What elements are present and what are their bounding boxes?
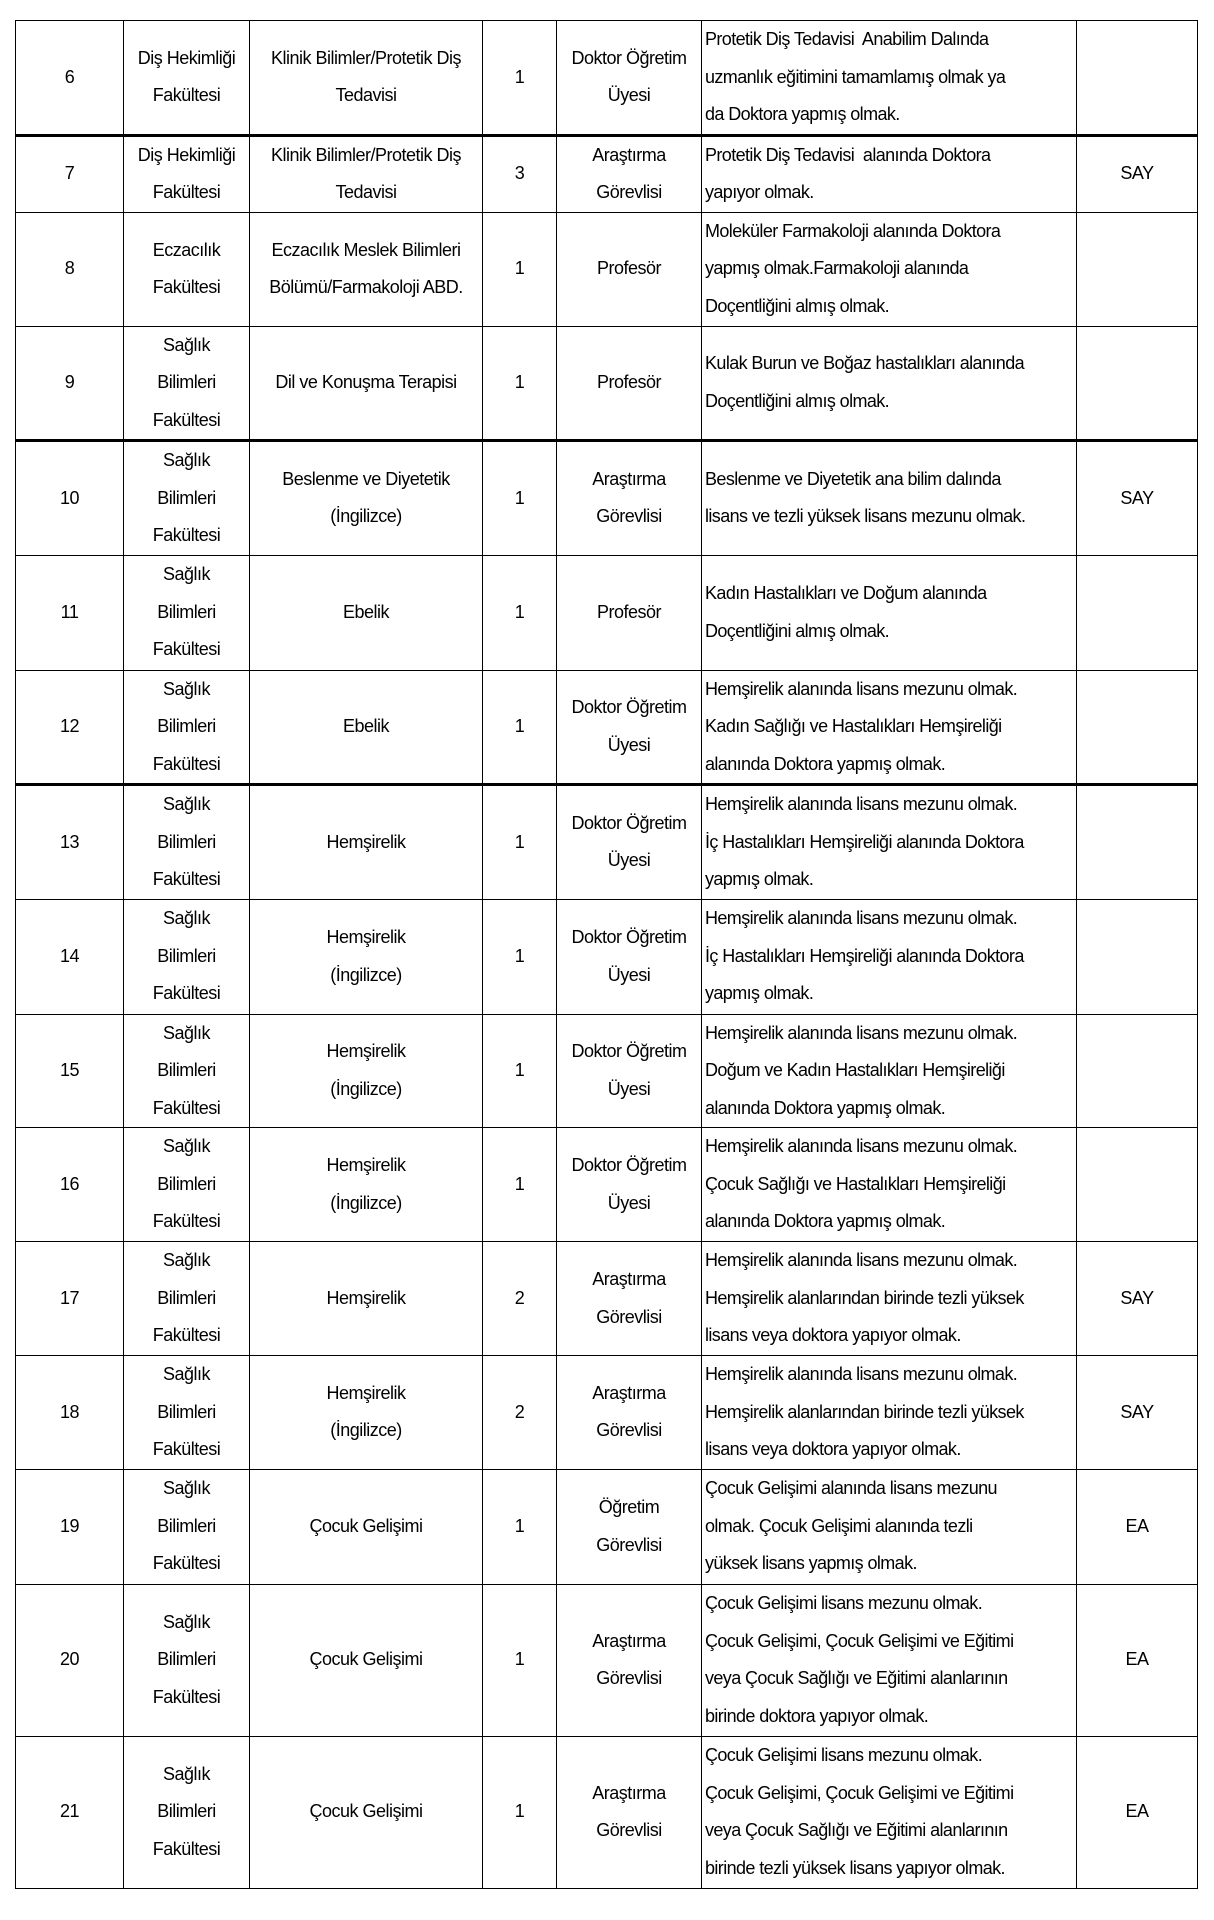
faculty-cell: Sağlık Bilimleri Fakültesi [124, 1469, 250, 1584]
exam-type-cell: SAY [1077, 441, 1198, 556]
position-count-cell: 1 [483, 441, 557, 556]
requirement-cell: Çocuk Gelişimi alanında lisans mezunu olmak. Çocuk Gelişimi alanında tezli yüksek lisans yapmış olmak. [702, 1469, 1077, 1584]
requirement-cell: Protetik Diş Tedavisi Anabilim Dalında uzmanlık eğitimini tamamlamış olmak ya da Doktora yapmış olmak. [702, 21, 1077, 136]
department-cell: Eczacılık Meslek Bilimleri Bölümü/Farmakoloji ABD. [250, 212, 483, 326]
requirement-cell: Kadın Hastalıkları ve Doğum alanında Doçentliğini almış olmak. [702, 555, 1077, 670]
position-count-cell: 2 [483, 1242, 557, 1356]
position-count-cell: 3 [483, 135, 557, 212]
row-number: 6 [16, 21, 124, 136]
row-number: 9 [16, 326, 124, 441]
table-row [16, 441, 1198, 556]
exam-type-cell [1077, 899, 1198, 1014]
department-cell: Hemşirelik (İngilizce) [250, 1356, 483, 1470]
position-count-cell: 1 [483, 670, 557, 785]
row-number: 11 [16, 555, 124, 670]
table-row [16, 21, 1198, 136]
positions-table [15, 20, 1198, 1889]
faculty-cell: Sağlık Bilimleri Fakültesi [124, 899, 250, 1014]
faculty-cell: Sağlık Bilimleri Fakültesi [124, 1356, 250, 1470]
department-cell: Çocuk Gelişimi [250, 1736, 483, 1888]
academic-title-cell: Araştırma Görevlisi [557, 441, 702, 556]
table-row [16, 135, 1198, 212]
row-number: 17 [16, 1242, 124, 1356]
department-cell: Ebelik [250, 670, 483, 785]
department-cell: Hemşirelik [250, 1242, 483, 1356]
table-row [16, 1014, 1198, 1128]
department-cell: Hemşirelik (İngilizce) [250, 1128, 483, 1242]
exam-type-cell [1077, 555, 1198, 670]
row-number: 16 [16, 1128, 124, 1242]
position-count-cell: 2 [483, 1356, 557, 1470]
position-count-cell: 1 [483, 1584, 557, 1736]
requirement-cell: Çocuk Gelişimi lisans mezunu olmak. Çocuk Gelişimi, Çocuk Gelişimi ve Eğitimi veya Çocuk Sağlığı ve Eğitimi alanlarının birinde doktora yapıyor olmak. [702, 1584, 1077, 1736]
position-count-cell: 1 [483, 1736, 557, 1888]
requirement-cell: Hemşirelik alanında lisans mezunu olmak. Doğum ve Kadın Hastalıkları Hemşireliği alanında Doktora yapmış olmak. [702, 1014, 1077, 1128]
row-number: 18 [16, 1356, 124, 1470]
position-count-cell: 1 [483, 1014, 557, 1128]
department-cell: Hemşirelik [250, 785, 483, 900]
department-cell: Klinik Bilimler/Protetik Diş Tedavisi [250, 135, 483, 212]
academic-title-cell: Doktor Öğretim Üyesi [557, 21, 702, 136]
requirement-cell: Hemşirelik alanında lisans mezunu olmak. Hemşirelik alanlarından birinde tezli yüksek lisans veya doktora yapıyor olmak. [702, 1242, 1077, 1356]
row-number: 21 [16, 1736, 124, 1888]
requirement-cell: Beslenme ve Diyetetik ana bilim dalında lisans ve tezli yüksek lisans mezunu olmak. [702, 441, 1077, 556]
academic-title-cell: Araştırma Görevlisi [557, 1242, 702, 1356]
academic-title-cell: Doktor Öğretim Üyesi [557, 785, 702, 900]
table-row [16, 899, 1198, 1014]
faculty-cell: Sağlık Bilimleri Fakültesi [124, 1736, 250, 1888]
faculty-cell: Sağlık Bilimleri Fakültesi [124, 1584, 250, 1736]
table-row [16, 670, 1198, 785]
row-number: 20 [16, 1584, 124, 1736]
faculty-cell: Eczacılık Fakültesi [124, 212, 250, 326]
academic-title-cell: Profesör [557, 326, 702, 441]
requirement-cell: Kulak Burun ve Boğaz hastalıkları alanında Doçentliğini almış olmak. [702, 326, 1077, 441]
table-row [16, 785, 1198, 900]
row-number: 15 [16, 1014, 124, 1128]
table-row [16, 1128, 1198, 1242]
department-cell: Beslenme ve Diyetetik (İngilizce) [250, 441, 483, 556]
position-count-cell: 1 [483, 326, 557, 441]
academic-title-cell: Profesör [557, 212, 702, 326]
requirement-cell: Hemşirelik alanında lisans mezunu olmak. Kadın Sağlığı ve Hastalıkları Hemşireliği alanında Doktora yapmış olmak. [702, 670, 1077, 785]
exam-type-cell: SAY [1077, 135, 1198, 212]
department-cell: Ebelik [250, 555, 483, 670]
position-count-cell: 1 [483, 899, 557, 1014]
department-cell: Klinik Bilimler/Protetik Diş Tedavisi [250, 21, 483, 136]
row-number: 13 [16, 785, 124, 900]
table-row [16, 1469, 1198, 1584]
requirement-cell: Protetik Diş Tedavisi alanında Doktora yapıyor olmak. [702, 135, 1077, 212]
exam-type-cell [1077, 1014, 1198, 1128]
row-number: 19 [16, 1469, 124, 1584]
department-cell: Dil ve Konuşma Terapisi [250, 326, 483, 441]
faculty-cell: Diş Hekimliği Fakültesi [124, 135, 250, 212]
row-number: 14 [16, 899, 124, 1014]
faculty-cell: Sağlık Bilimleri Fakültesi [124, 670, 250, 785]
table-row [16, 212, 1198, 326]
row-number: 10 [16, 441, 124, 556]
exam-type-cell [1077, 326, 1198, 441]
position-count-cell: 1 [483, 1469, 557, 1584]
requirement-cell: Hemşirelik alanında lisans mezunu olmak. Çocuk Sağlığı ve Hastalıkları Hemşireliği alanında Doktora yapmış olmak. [702, 1128, 1077, 1242]
exam-type-cell: SAY [1077, 1242, 1198, 1356]
exam-type-cell [1077, 785, 1198, 900]
faculty-cell: Sağlık Bilimleri Fakültesi [124, 1128, 250, 1242]
position-count-cell: 1 [483, 785, 557, 900]
academic-title-cell: Araştırma Görevlisi [557, 135, 702, 212]
academic-title-cell: Profesör [557, 555, 702, 670]
exam-type-cell [1077, 670, 1198, 785]
department-cell: Çocuk Gelişimi [250, 1584, 483, 1736]
exam-type-cell [1077, 1128, 1198, 1242]
academic-title-cell: Araştırma Görevlisi [557, 1356, 702, 1470]
exam-type-cell: EA [1077, 1469, 1198, 1584]
academic-title-cell: Araştırma Görevlisi [557, 1736, 702, 1888]
row-number: 12 [16, 670, 124, 785]
exam-type-cell: SAY [1077, 1356, 1198, 1470]
requirement-cell: Moleküler Farmakoloji alanında Doktora yapmış olmak.Farmakoloji alanında Doçentliğini almış olmak. [702, 212, 1077, 326]
faculty-cell: Sağlık Bilimleri Fakültesi [124, 1014, 250, 1128]
academic-title-cell: Araştırma Görevlisi [557, 1584, 702, 1736]
row-number: 7 [16, 135, 124, 212]
faculty-cell: Sağlık Bilimleri Fakültesi [124, 555, 250, 670]
faculty-cell: Diş Hekimliği Fakültesi [124, 21, 250, 136]
requirement-cell: Hemşirelik alanında lisans mezunu olmak. Hemşirelik alanlarından birinde tezli yüksek lisans veya doktora yapıyor olmak. [702, 1356, 1077, 1470]
position-count-cell: 1 [483, 212, 557, 326]
table-row [16, 1736, 1198, 1888]
faculty-cell: Sağlık Bilimleri Fakültesi [124, 1242, 250, 1356]
table-row [16, 1356, 1198, 1470]
faculty-cell: Sağlık Bilimleri Fakültesi [124, 326, 250, 441]
requirement-cell: Hemşirelik alanında lisans mezunu olmak. İç Hastalıkları Hemşireliği alanında Doktora yapmış olmak. [702, 899, 1077, 1014]
academic-title-cell: Öğretim Görevlisi [557, 1469, 702, 1584]
academic-title-cell: Doktor Öğretim Üyesi [557, 899, 702, 1014]
requirement-cell: Hemşirelik alanında lisans mezunu olmak. İç Hastalıkları Hemşireliği alanında Doktora yapmış olmak. [702, 785, 1077, 900]
faculty-cell: Sağlık Bilimleri Fakültesi [124, 785, 250, 900]
academic-title-cell: Doktor Öğretim Üyesi [557, 670, 702, 785]
table-row [16, 326, 1198, 441]
exam-type-cell: EA [1077, 1736, 1198, 1888]
position-count-cell: 1 [483, 1128, 557, 1242]
positions-table-body [16, 21, 1198, 1889]
exam-type-cell: EA [1077, 1584, 1198, 1736]
table-row [16, 1242, 1198, 1356]
faculty-cell: Sağlık Bilimleri Fakültesi [124, 441, 250, 556]
table-row [16, 555, 1198, 670]
department-cell: Hemşirelik (İngilizce) [250, 899, 483, 1014]
table-row [16, 1584, 1198, 1736]
row-number: 8 [16, 212, 124, 326]
position-count-cell: 1 [483, 555, 557, 670]
exam-type-cell [1077, 21, 1198, 136]
exam-type-cell [1077, 212, 1198, 326]
position-count-cell: 1 [483, 21, 557, 136]
department-cell: Hemşirelik (İngilizce) [250, 1014, 483, 1128]
requirement-cell: Çocuk Gelişimi lisans mezunu olmak. Çocuk Gelişimi, Çocuk Gelişimi ve Eğitimi veya Çocuk Sağlığı ve Eğitimi alanlarının birinde tezli yüksek lisans yapıyor olmak. [702, 1736, 1077, 1888]
academic-title-cell: Doktor Öğretim Üyesi [557, 1014, 702, 1128]
academic-title-cell: Doktor Öğretim Üyesi [557, 1128, 702, 1242]
department-cell: Çocuk Gelişimi [250, 1469, 483, 1584]
